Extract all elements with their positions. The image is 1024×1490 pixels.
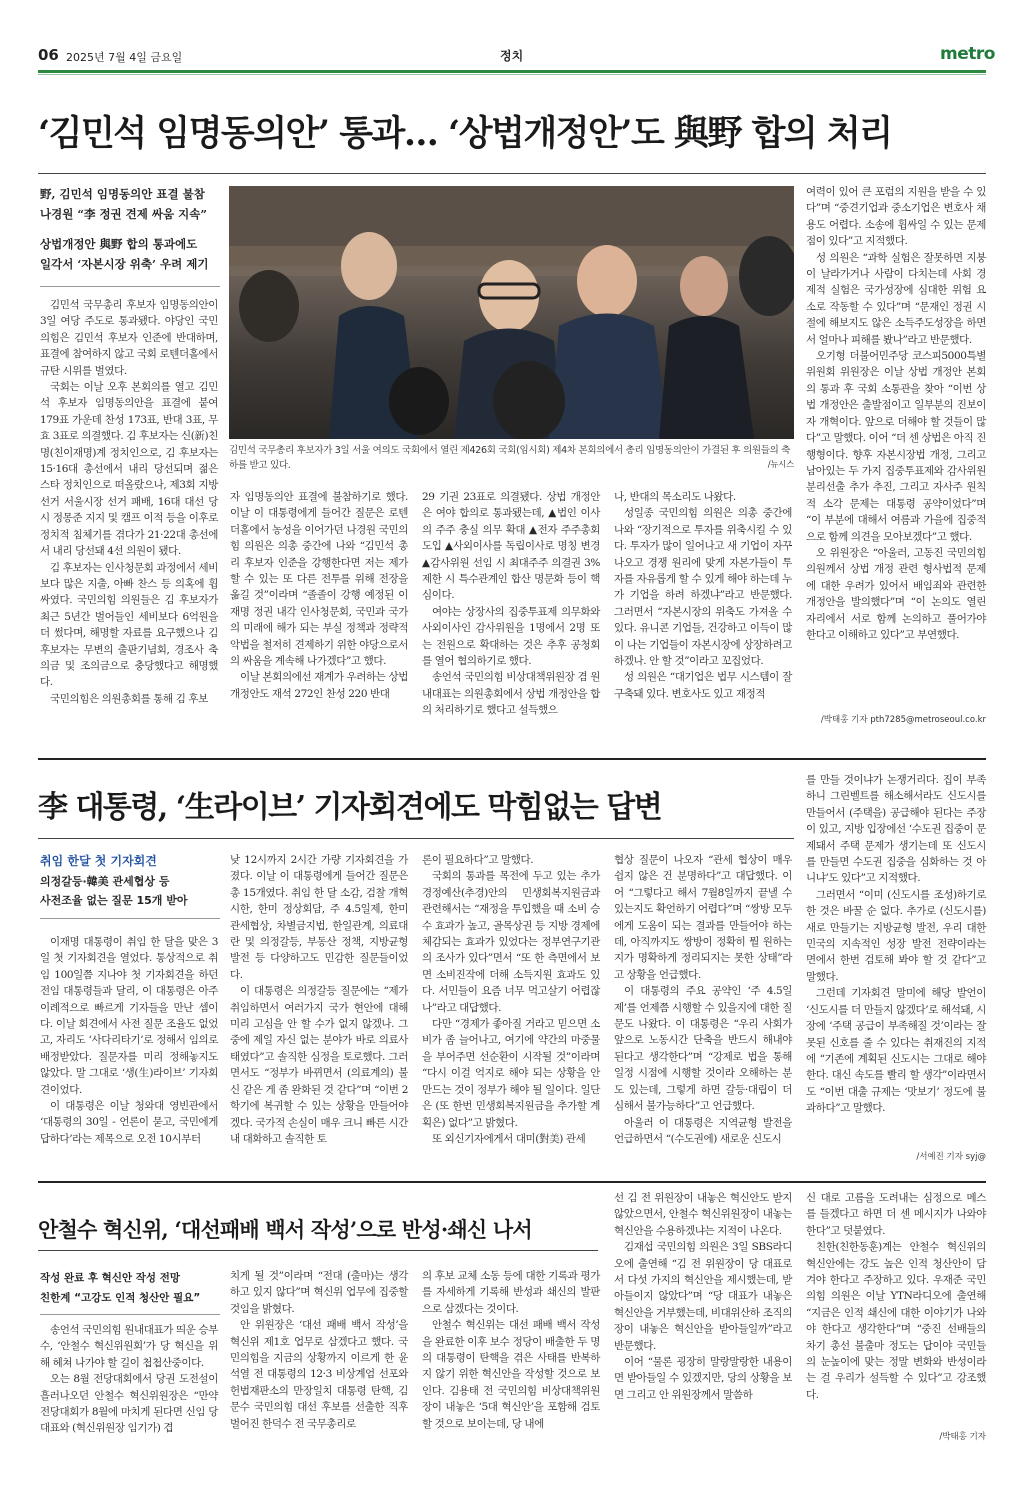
- deck-divider: [40, 1314, 220, 1315]
- article3-rule: [38, 1250, 598, 1251]
- page-number: 06: [38, 46, 59, 64]
- metro-logo: metro: [940, 44, 995, 64]
- paragraph: 아울러 이 대통령은 지역균형 발전을 언급하면서 “(수도권에) 새로운 신도시: [614, 1116, 792, 1145]
- paragraph: 다만 “경제가 좋아질 거라고 믿으면 소비가 좀 늘어나고, 여기에 약간의 마중물을 부어주면 선순환이 시작될 것”이라며 “다시 이걸 억지로 해야 되는 상황을 안 만드는 것이 정부가 해야 될 일이다. 일단은 (또 한번 민생회복지원금을 추가할 계획은) 없다”고 밝혔다.: [422, 1018, 600, 1129]
- paragraph: 성 의원은 “대기업은 법무 시스템이 잘 구축돼 있다. 변호사도 있고 재정적: [614, 671, 792, 700]
- article2-col4: [614, 852, 792, 1147]
- article1-col5: [806, 184, 986, 643]
- paragraph: 김재섭 국민의힘 의원은 3일 SBS라디오에 출연해 “김 전 위원장이 당 대표로서 다섯 가지의 혁신안을 제시했는데, 받아들이지 않았다”며 “당 대표가 내놓은 혁신안을 거부했는데, 비대위산하 조직의 장이 내놓은 혁신안을 받아들일까”라고 반문했다.: [614, 1241, 792, 1352]
- caption-text: 김민석 국무총리 후보자가 3일 서울 여의도 국회에서 열린 제426회 국회(임시회) 제4차 본회의에서 총리 임명동의안이 가결된 후 의원들의 축하를 받고 있다.: [229, 445, 791, 471]
- paragraph: 그러면서 “이미 (신도시를 조성)하기로 한 것은 바꿀 순 없다. 추가로 (신도시를) 새로 만들기는 지방균형 발전, 우리 대한민국의 지속적인 성장 발전 전략이라는 면에서 한번 검토해 봐야 할 것 같다”고 말했다.: [806, 888, 986, 983]
- article3-col1: [40, 1322, 218, 1437]
- article3-headline: 안철수 혁신위, ‘대선패배 백서 작성’으로 반성·쇄신 나서: [38, 1217, 532, 1242]
- paragraph: 이어 “물론 굉장히 말랑말랑한 내용이면 받아들일 수 있겠지만, 당의 상황을 보면 그리고 안 위원장께서 말씀하: [614, 1356, 792, 1401]
- paragraph: 여야는 상장사의 집중투표제 의무화와 사외이사인 감사위원을 1명에서 2명 또는 전원으로 확대하는 것은 추후 공청회를 열어 협의하기로 했다.: [422, 605, 600, 668]
- paragraph: 를 만들 것이냐가 논쟁거리다. 집이 부족하니 그린벨트를 해소해서라도 신도시를 만들어서 (주택을) 공급해야 된다는 주장이 있고, 지방 입장에선 ‘수도권 집중이 문제돼서 주택 문제가 생기는데 또 신도시를 만들면 수도권 집중을 심화하는 것 아니냐’도 있다”고 지적했다.: [806, 774, 986, 885]
- article1-photo: [229, 186, 794, 439]
- paragraph: 이날 본회의에선 재계가 우려하는 상법 개정안도 재석 272인 찬성 220 반대: [230, 671, 408, 700]
- article3-col4: [614, 1190, 792, 1403]
- article2-deck: [40, 872, 220, 910]
- article3-col5: [806, 1190, 986, 1403]
- paragraph: 안 위원장은 ‘대선 패배 백서 작성’을 혁신위 제1호 업무로 삼겠다고 했다. 국민의힘을 지금의 상황까지 이르게 한 윤석열 전 대통령의 12·3 비상계엄 선포와 헌법재판소의 만장일치 대통령 탄핵, 김문수 국민의힘 대선 후보를 선출한 직후 벌어진 한덕수 전 국무총리로: [230, 1319, 408, 1430]
- article2-col2: [230, 852, 408, 1147]
- paragraph: 이 대통령의 주요 공약인 ‘주 4.5일제’를 언제쯤 시행할 수 있을지에 대한 질문도 나왔다. 이 대통령은 “우리 사회가 앞으로 노동시간 단축을 반드시 해내야 된다고 생각한다”며 “강제로 법을 통해 일정 시점에 시행할 것이라 오해하는 분도 있는데, 그렇게 하면 갈등·대립이 더 심해서 불가능하다”고 언급했다.: [614, 985, 792, 1113]
- paragraph: 성 의원은 “과학 실험은 잘못하면 지붕이 날라가거나 사람이 다치는데 사회 경제적 실험은 국가성장에 심대한 위험 요소로 작동할 수 있다”며 “문재인 정권 시절에 해보지도 않은 소득주도성장을 하면서 얼마나 피해를 봤나”라고 반문했다.: [806, 251, 986, 346]
- deck-line: 작성 완료 후 혁신안 작성 전망: [40, 1272, 180, 1284]
- article1-photo-caption: [229, 443, 794, 473]
- paragraph: 치게 될 것”이라며 “전대 (출마)는 생각하고 있지 않다”며 혁신위 업무에 집중할 것임을 밝혔다.: [230, 1270, 408, 1315]
- paragraph: 자 임명동의안 표결에 불참하기로 했다. 이날 이 대통령에게 들어간 질문은 로텐더홀에서 농성을 이어가던 나경원 국민의힘 의원은 의총 중간에 나와 “김민석 총리 후보자 인준을 강행한다면 저는 제가 할 수 있는 또 다른 전투를 위해 전장을 옮길 것”이라며 “졸졸이 강행 예정된 이재명 정권 내각 인사청문회, 국민과 국가의 미래에 해가 되는 부실 정책과 정략적 악법을 철저히 견제하기 위한 야당으로서의 싸움을 계속해 나가겠다”고 했다.: [230, 491, 408, 668]
- article1-col2: [230, 489, 408, 702]
- deck-line: 상법개정안 與野 합의 통과에도: [40, 237, 198, 251]
- deck-line: 의정갈등·韓美 관세협상 등: [40, 875, 170, 888]
- paragraph: 송언석 국민의힘 비상대책위원장 겸 원내대표는 의원총회에서 상법 개정안을 합의 처리하기로 했다고 설득했으: [422, 671, 600, 717]
- photo-scene: [229, 186, 794, 439]
- paragraph: 성일종 국민의힘 의원은 의총 중간에 나와 “장기적으로 투자를 위축시킬 수 있다. 투자가 많이 일어나고 새 기업이 자꾸 나오고 경쟁 원리에 맞게 자본가들이 투자를 자유롭게 할 수 있게 해야 하는데 누가 기업을 하려 하겠냐”라고 반문했다. 그러면서 “자본시장의 위축도 가져올 수 있다. 유니콘 기업들, 건강하고 이득이 많이 나는 기업들이 자본시장에 상장하려고 하겠나. 안 할 것”이라고 꼬집었다.: [614, 507, 792, 668]
- paragraph: 여력이 있어 큰 포럼의 지원을 받을 수 있다”며 “중견기업과 중소기업은 변호사 채용도 어렵다. 소송에 휩싸일 수 있는 문제점이 있다”고 지적했다.: [806, 186, 986, 248]
- article2-col5: [806, 772, 986, 1117]
- article1-col1: [40, 297, 218, 707]
- deck-line: 친한계 “고강도 인적 청산안 필요”: [40, 1292, 201, 1304]
- article1-deck: [40, 184, 220, 274]
- article3-col3: [422, 1268, 600, 1432]
- section-divider-2: [38, 1181, 986, 1183]
- article1-byline: /박태홍 기자 pth7285@metroseoul.co.kr: [820, 715, 986, 725]
- paragraph: 국회는 이날 오후 본회의를 열고 김민석 후보자 임명동의안을 표결에 붙여 179표 가운데 찬성 173표, 반대 3표, 무효 3표로 의결했다. 김 후보자는 신(新)친명(친이재명)계 정치인으로, 김 후보자는 15·16대 총선에서 내리 당선되며 젊은 스타 정치인으로 떠올랐으나, 제3회 지방선거 서울시장 선거 패배, 16대 대선 당시 정몽준 지지 및 캠프 이적 등을 이후로 정치적 침체기를 겪다가 21·22대 총선에서 내리 당선돼 4선 의원이 됐다.: [40, 381, 218, 558]
- paragraph: 나, 반대의 목소리도 나왔다.: [614, 491, 736, 503]
- section-divider-1: [38, 758, 986, 760]
- paragraph: 이 대통령은 이날 청와대 영빈관에서 ‘대통령의 30일 - 언론이 묻고, 국민에게 답하다’라는 제목으로 오전 10시부터: [40, 1100, 218, 1145]
- deck-line: 일각서 ‘자본시장 위축’ 우려 제기: [40, 257, 209, 271]
- paragraph: 또 외신기자에게서 대미(對美) 관세: [432, 1132, 586, 1145]
- article2-rule: [38, 838, 794, 839]
- paragraph: 29 기권 23표로 의결됐다. 상법 개정안은 여야 합의로 통과됐는데, ▲법인 이사의 주주 충실 의무 확대 ▲전자 주주총회 도입 ▲사외이사를 독립이사로 명칭 변경 ▲감사위원 선임 시 최대주주 의결권 3% 제한 시 특수관계인 합산 명문화 등이 핵심이다.: [422, 491, 600, 602]
- article1-rule: [38, 173, 986, 174]
- article2-headline: 李 대통령, ‘生라이브’ 기자회견에도 막힘없는 답변: [38, 790, 662, 825]
- article2-col1: [40, 934, 218, 1147]
- article2-kicker: 취임 한달 첫 기자회견: [40, 854, 157, 868]
- deck-divider: [40, 286, 220, 287]
- paragraph: 송언석 국민의힘 원내대표가 띄운 승부수, ‘안철수 혁신위원회’가 당 혁신을 위해 헤쳐 나가야 할 길이 첩첩산중이다.: [40, 1324, 218, 1369]
- article2-byline: /서예진 기자 syj@: [916, 1152, 986, 1162]
- paragraph: 신 대로 고름을 도려내는 심정으로 메스를 들겠다고 하면 더 센 메시지가 나와야 한다”고 덧붙였다.: [806, 1192, 986, 1237]
- header-rule-green: [38, 70, 986, 73]
- paragraph: 선 김 전 위원장이 내놓은 혁신안도 받지 않았으면서, 안철수 혁신위원장이 내놓는 혁신안을 수용하겠냐는 지적이 나온다.: [614, 1192, 792, 1237]
- deck-line: 나경원 “李 정권 견제 싸움 지속”: [40, 207, 207, 221]
- paragraph: 안철수 혁신위는 대선 패배 백서 작성을 완료한 이후 보수 정당이 배출한 두 명의 대통령이 탄핵을 겪은 사태를 반복하지 않기 위한 혁신안을 작성할 것으로 보인다. 김용태 전 국민의힘 비상대책위원장이 내놓은 ‘5대 혁신안’을 포함해 검토할 것으로 보이는데, 당 내에: [422, 1319, 600, 1430]
- article1-headline: ‘김민석 임명동의안’ 통과… ‘상법개정안’도 與野 합의 처리: [38, 113, 892, 154]
- paragraph: 이재명 대통령이 취임 한 달을 맞은 3일 첫 기자회견을 열었다. 통상적으로 취임 100일쯤 지나야 첫 기자회견을 하던 전임 대통령들과 달리, 이 대통령은 아주 이례적으로 빠르게 기자들을 만난 셈이다. 이날 회견에서 사전 질문 조율도 없었고, 자리도 ‘사다리타기’로 정해서 임의로 배정받았다. 질문자를 미리 정해놓지도 않았다. 말 그대로 ‘생(生)라이브’ 기자회견이었다.: [40, 936, 218, 1096]
- article2-col3: [422, 852, 600, 1147]
- paragraph: 김 후보자는 인사청문회 과정에서 세비보다 많은 지출, 아빠 찬스 등 의혹에 휩싸였다. 국민의힘 의원들은 김 후보자가 최근 5년간 벌어들인 세비보다 6억원을 더 썼다며, 해명할 자료를 요구했으나 김 후보자는 무변의 출판기념회, 경조사 축의금 및 조의금으로 충당했다고 해명했다.: [40, 561, 218, 689]
- article3-byline: /박태홍 기자: [939, 1432, 986, 1442]
- paragraph: 오는 8월 전당대회에서 당권 도전설이 흘러나오던 안철수 혁신위원장은 “만약 전당대회가 8월에 마치게 된다면 신임 당 대표와 (혁신위원장 임기가) 겹: [40, 1373, 218, 1435]
- article1-col4: [614, 489, 792, 702]
- paragraph: 이 대통령은 의정갈등 질문에는 “제가 취임하면서 여러가지 국가 현안에 대해 미리 고심을 안 할 수가 없지 않겠나. 그중에 제일 자신 없는 분야가 바로 의료사태였다”고 솔직한 심정을 토로했다. 그러면서도 “정부가 바뀌면서 (의료계의) 불신 같은 게 좀 완화된 것 같다”며 “이번 2학기에 복귀할 수 있는 상황을 만들어야겠다. 국가적 손실이 매우 크니 빠른 시간 내 대화하고 솔직한 토: [230, 985, 408, 1145]
- deck-divider: [40, 918, 220, 919]
- paragraph: 론이 필요하다”고 말했다.: [422, 854, 534, 866]
- paragraph: 오기형 더불어민주당 코스피5000특별위원회 위원장은 이날 상법 개정안 본회의 통과 후 국회 소통관을 찾아 “이번 상법 개정안은 출발점이고 일부분의 진보이자 개혁이다. 앞으로 더해야 할 것들이 많다”고 말했다. 이어 “더 센 상법은 아직 진행형이다. 향후 자본시장법 개정, 그리고 남아있는 두 가지 집중투표제와 감사위원 분리선출 추가 추진, 그리고 자사주 원칙적 소각 문제는 대통령 공약이었다”며 “이 부분에 대해서 여름과 가을에 집중적으로 함께 의견을 모아보겠다”고 했다.: [806, 350, 986, 543]
- paragraph: 오 위원장은 “아울러, 고동진 국민의힘 의원께서 상법 개정 관련 형사법적 문제에 대한 우려가 있어서 배임죄와 관련한 개정안을 발의했다”며 “이 논의도 열린 자리에서 서로 함께 논의하고 풀어가야 한다고 이해하고 있다”고 부연했다.: [806, 546, 986, 641]
- photo-credit: /뉴시스: [767, 460, 794, 470]
- page-header: [38, 44, 995, 68]
- section-label: 정치: [500, 49, 524, 63]
- article3-col2: [230, 1268, 408, 1432]
- paragraph: 국민의힘은 의원총회를 통해 김 후보: [50, 692, 208, 705]
- paragraph: 협상 질문이 나오자 “관세 협상이 매우 쉽지 않은 건 분명하다”고 대답했다. 이어 “그렇다고 해서 7월8일까지 끝낼 수 있는지도 확언하기 어렵다”며 “쌍방 모두에게 도움이 되는 결과를 만들어야 하는데, 아직까지도 쌍방이 정확히 뭘 원하는지가 명확하게 정리되지는 못한 상태”라고 상황을 언급했다.: [614, 854, 792, 981]
- paragraph: 친한(친한동훈)계는 안철수 혁신위의 혁신안에는 강도 높은 인적 청산안이 담겨야 한다고 주장하고 있다. 우재준 국민의힘 의원은 이날 YTN라디오에 출연해 “지금은 인적 쇄신에 대한 이야기가 나와야 한다고 생각한다”며 “중진 선배들의 차기 총선 불출마 정도는 답이야 국민들의 눈높이에 맞는 정말 변화와 반성이라는 걸 우리가 설득할 수 있다”고 강조했다.: [806, 1241, 986, 1401]
- paragraph: 그런데 기자회견 말미에 해당 발언이 ‘신도시를 더 만들지 않겠다’로 해석돼, 시장에 ‘주택 공급이 부족해질 것’이라는 잘못된 신호를 줄 수 있다는 취재진의 지적에 “기존에 계획된 신도시는 그대로 해야 한다. 대신 속도를 빨리 할 생각”이라면서도 “이번 대출 규제는 ‘맛보기’ 정도에 불과하다”고 말했다.: [806, 987, 986, 1115]
- header-rule-thin: [38, 74, 986, 75]
- deck-line: 사전조율 없는 질문 15개 받아: [40, 894, 188, 907]
- paragraph: 낮 12시까지 2시간 가량 기자회견을 가졌다. 이날 이 대통령에게 들어간 질문은 총 15개였다. 취임 한 달 소감, 검찰 개혁 시한, 한미 정상회담, 주 4.5일제, 한미 관세협상, 차별금지법, 한일관계, 의료대란 및 의정갈등, 부동산 정책, 지방균형 발전 등 다양하고도 민감한 질문들이었다.: [230, 854, 408, 981]
- page-date: 2025년 7월 4일 금요일: [66, 51, 183, 64]
- paragraph: 국회의 통과를 목전에 두고 있는 추가경정예산(추경)안의 민생회복지원금과 관련해서는 “재정을 투입했을 때 소비 승수 효과가 높고, 골목상권 등 지방 경제에 체감되는 효과가 있었다는 정부연구기관의 조사가 있다”면서 “또 한 측면에서 보면 소비진작에 더해 소득지원 효과도 있다. 서민들이 요즘 너무 먹고살기 어렵잖나”라고 대답했다.: [422, 870, 600, 1014]
- paragraph: 김민석 국무총리 후보자 임명동의안이 3일 여당 주도로 통과됐다. 야당인 국민의힘은 김민석 후보자 인준에 반대하며, 표결에 참여하지 않고 국회 로텐더홀에서 규탄 시위를 벌였다.: [40, 299, 218, 377]
- paragraph: 의 후보 교체 소동 등에 대한 기록과 평가를 자세하게 기록해 반성과 쇄신의 발판으로 삼겠다는 것이다.: [422, 1270, 600, 1315]
- article1-col3: [422, 489, 600, 719]
- article3-deck: [40, 1268, 220, 1308]
- deck-line: 野, 김민석 임명동의안 표결 불참: [40, 187, 205, 201]
